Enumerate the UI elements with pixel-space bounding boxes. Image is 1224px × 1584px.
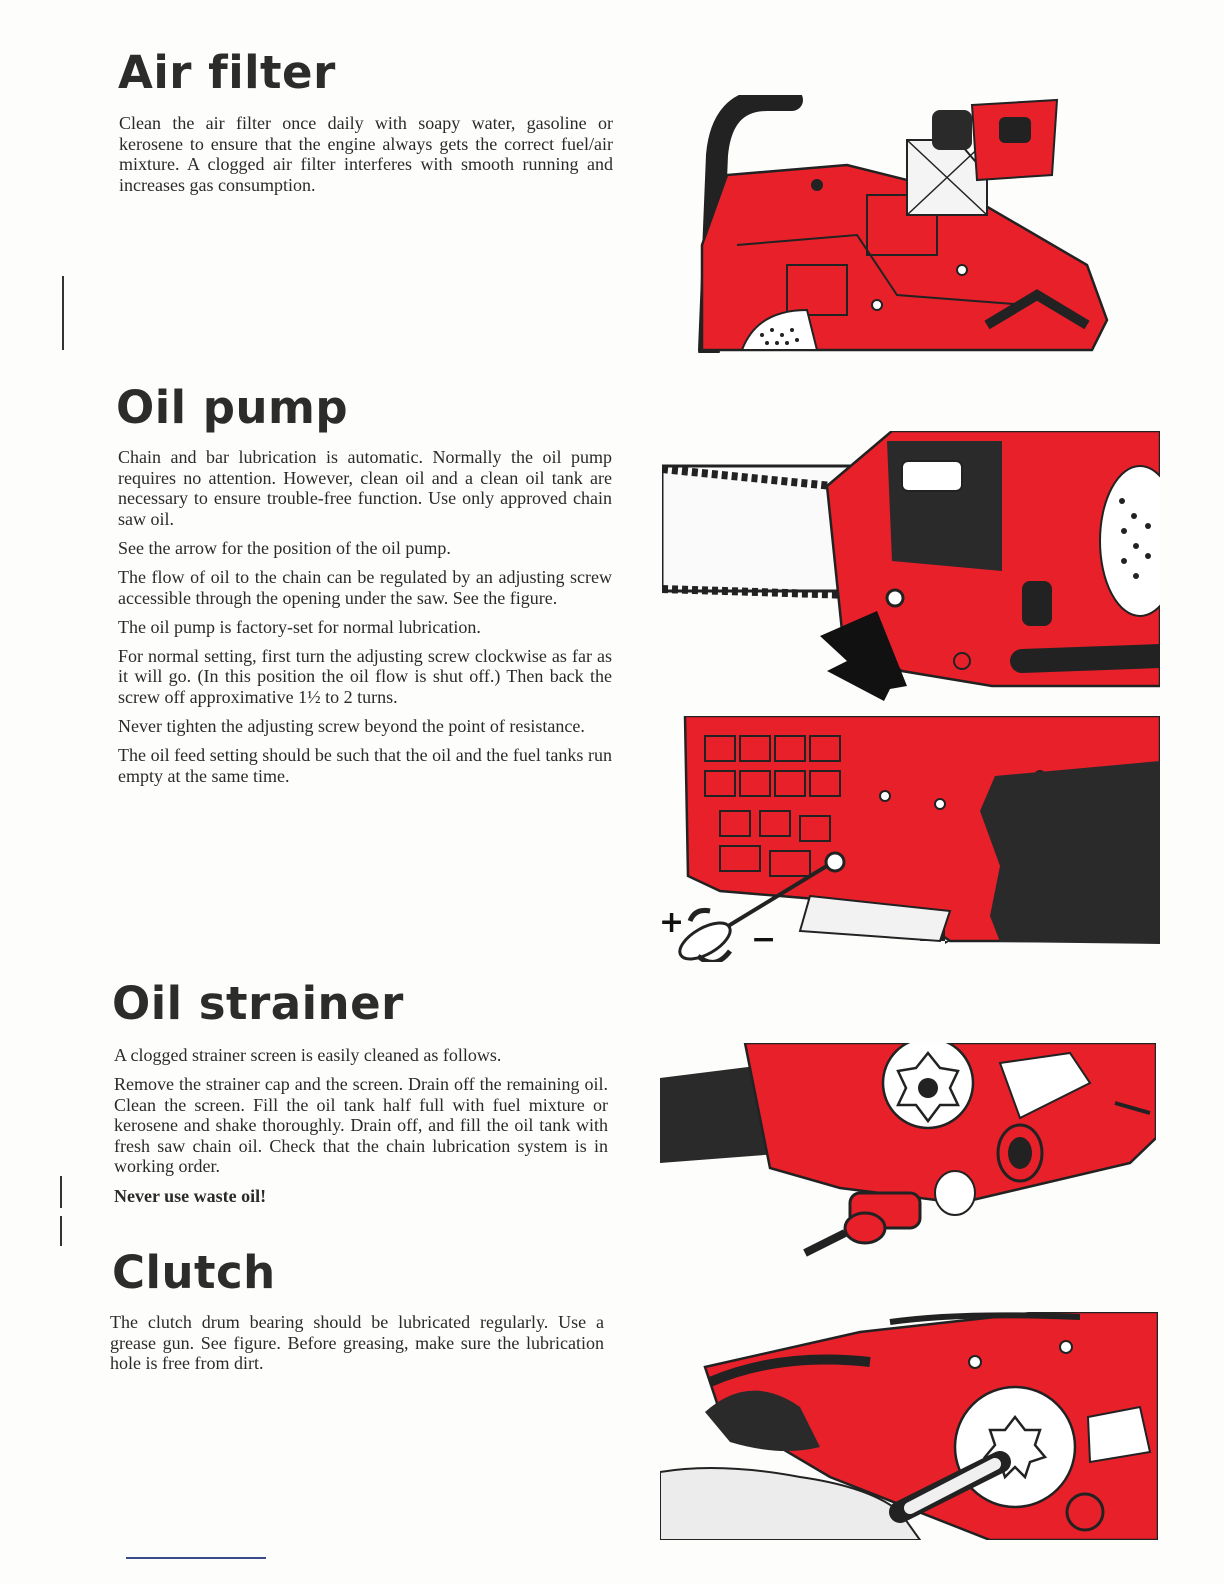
- binder-mark: [62, 276, 64, 350]
- paragraph: A clogged strainer screen is easily cleaned as follows.: [114, 1045, 502, 1065]
- paragraph: For normal setting, first turn the adjusting screw clockwise as far as it will go. (In this position the oil flow is shut off.) Then back the screw off approximative 1½ to 2 turns.: [118, 645, 612, 707]
- paragraph: The flow of oil to the chain can be regulated by an adjusting screw accessible through the opening under the saw. See the figure.: [118, 566, 612, 608]
- plus-symbol: +: [659, 905, 685, 940]
- oil-adjust-figure: [660, 716, 1160, 962]
- clutch-heading: Clutch: [112, 1246, 276, 1299]
- oil-pump-figure: [662, 431, 1160, 701]
- warning-text: Never use waste oil!: [114, 1185, 267, 1206]
- oil-pump-text: [118, 447, 612, 795]
- oil-strainer-text: [114, 1045, 608, 1215]
- paragraph: The oil pump is factory-set for normal lubrication.: [118, 616, 481, 637]
- paragraph: Clean the air filter once daily with soapy water, gasoline or kerosene to ensure that the engine always gets the correct fuel/air mixture. A clogged air filter interferes with smooth running and increases gas consumption.: [119, 113, 613, 195]
- paragraph: The clutch drum bearing should be lubricated regularly. Use a grease gun. See figure. Before greasing, make sure the lubrication hole is free from dirt.: [110, 1312, 604, 1374]
- footer-rule: [126, 1557, 266, 1559]
- minus-symbol: −: [751, 922, 777, 957]
- air-filter-heading: Air filter: [118, 46, 336, 99]
- oil-strainer-figure: [660, 1043, 1156, 1265]
- oil-strainer-heading: Oil strainer: [112, 977, 404, 1030]
- paragraph: See the arrow for the position of the oil pump.: [118, 537, 451, 558]
- air-filter-text: [119, 113, 613, 204]
- paragraph: Remove the strainer cap and the screen. Drain off the remaining oil. Clean the screen. Fill the oil tank half full with fuel mixture or kerosene and shake thoroughly. Drain off, and fill the oil tank with fresh saw chain oil. Check that the chain lubrication system is in working order.: [114, 1074, 608, 1177]
- clutch-figure: [660, 1312, 1158, 1540]
- binder-mark: [60, 1176, 62, 1208]
- clutch-text: [110, 1312, 604, 1382]
- paragraph: Never tighten the adjusting screw beyond the point of resistance.: [118, 716, 585, 737]
- binder-mark: [60, 1216, 62, 1246]
- paragraph: The oil feed setting should be such that the oil and the fuel tanks run empty at the same time.: [118, 745, 612, 786]
- air-filter-figure: [697, 95, 1125, 353]
- paragraph: Chain and bar lubrication is automatic. Normally the oil pump requires no attention. However, clean oil and a clean oil tank are necessary to ensure trouble-free function. Use only approved chain saw oil.: [118, 447, 612, 529]
- oil-pump-heading: Oil pump: [116, 381, 349, 434]
